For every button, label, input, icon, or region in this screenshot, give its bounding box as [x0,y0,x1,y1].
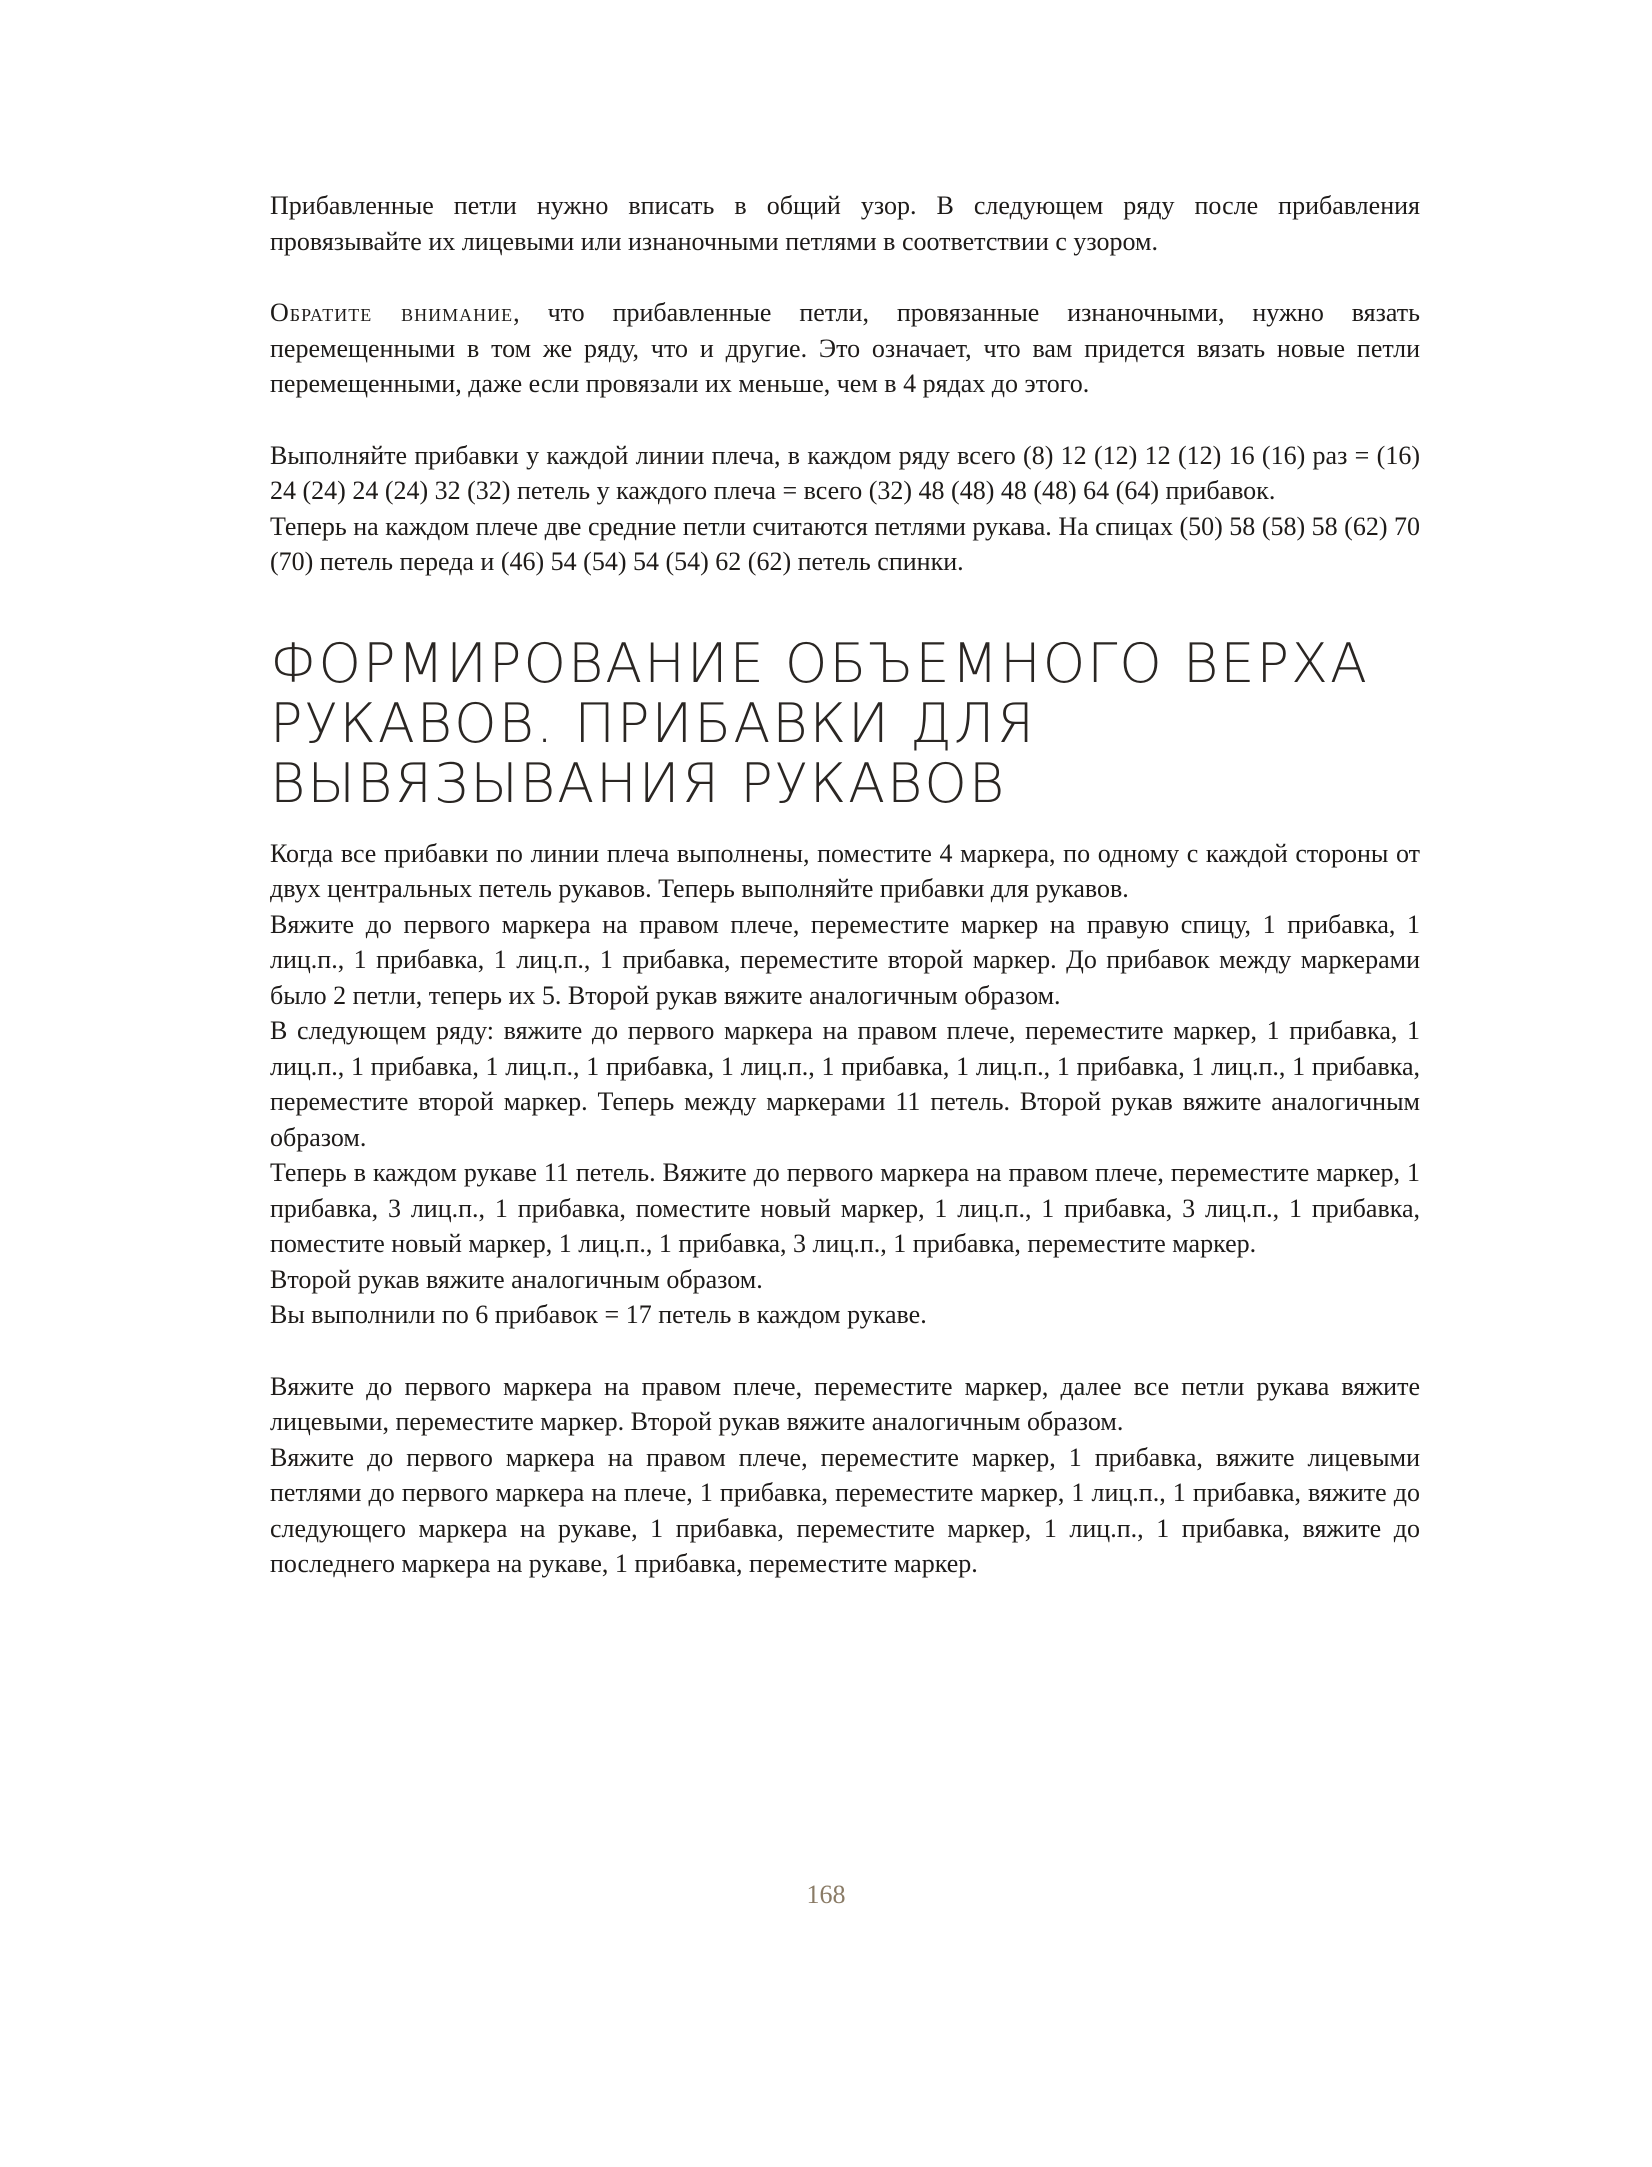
paragraph-six-increases: Вы выполнили по 6 прибавок = 17 петель в каждом рукаве. [270,1300,927,1329]
page-number: 168 [806,1880,846,1909]
paragraph-gap [270,259,1420,295]
paragraph-gap [270,1333,1420,1369]
paragraph-increase-row: Вяжите до первого маркера на правом плече, переместите маркер, 1 прибавка, вяжите лицевыми петлями до первого маркера на плече, 1 прибавка, переместите маркер, 1 лиц.п., 1 прибавка, вяжите до следующего маркера на рукаве, 1 прибавка, переместите маркер, 1 лиц.п., 1 прибавка, вяжите до последнего маркера на рукаве, 1 прибавка, переместите маркер. [270,1442,1420,1578]
paragraph-note [270,295,1420,402]
paragraph-second-sleeve: Второй рукав вяжите аналогичным образом. [270,1264,763,1294]
paragraph-stitch-counts: Теперь на каждом плече две средние петли считаются петлями рукава. На спицах (50) 58 (58) 58 (62) 70 (70) петель переда и (46) 54 (54) 54 (54) 62 (62) петель спинки. [270,511,1420,576]
paragraph-eleven-stitches: Теперь в каждом рукаве 11 петель. Вяжите до первого маркера на правом плече, переместите маркер, 1 прибавка, 3 лиц.п., 1 прибавка, поместите новый маркер, 1 лиц.п., 1 прибавка, 3 лиц.п., 1 прибавка, поместите новый маркер, 1 лиц.п., 1 прибавка, 3 лиц.п., 1 прибавка, переместите маркер. [270,1158,1420,1258]
paragraph-place-markers: Когда все прибавки по линии плеча выполнены, поместите 4 маркера, по одному с каждой стороны от двух центральных петель рукавов. Теперь выполняйте прибавки для рукавов. [270,838,1420,903]
paragraph-first-row: Вяжите до первого маркера на правом плече, переместите маркер на правую спицу, 1 прибавка, 1 лиц.п., 1 прибавка, 1 лиц.п., 1 прибавка, переместите второй маркер. До прибавок между маркерами было 2 петли, теперь их 5. Второй рукав вяжите аналогичным образом. [270,909,1420,1010]
paragraph-pattern-increases: Прибавленные петли нужно вписать в общий узор. В следующем ряду после прибавления провязывайте их лицевыми или изнаночными петлями в соответствии с узором. [270,191,1420,256]
paragraph-shoulder-increases: Выполняйте прибавки у каждой линии плеча, в каждом ряду всего (8) 12 (12) 12 (12) 16 (16) раз = (16) 24 (24) 24 (24) 32 (32) петель у каждого плеча = всего (32) 48 (48) 48 (48) 64 (64) прибавок. [270,440,1420,505]
paragraph-next-row: В следующем ряду: вяжите до первого маркера на правом плече, переместите маркер, 1 прибавка, 1 лиц.п., 1 прибавка, 1 лиц.п., 1 прибавка, 1 лиц.п., 1 прибавка, 1 лиц.п., 1 прибавка, 1 лиц.п., 1 прибавка, переместите второй маркер. Теперь между маркерами 11 петель. Второй рукав вяжите аналогичным образом. [270,1016,1420,1152]
section-heading: ФОРМИРОВАНИЕ ОБЪЕМНОГО ВЕРХА РУКАВОВ. ПРИБАВКИ ДЛЯ ВЫВЯЗЫВАНИЯ РУКАВОВ [270,631,1369,815]
section-heading-wrap [270,631,1420,815]
note-text: , что прибавленные петли, провязанные изнаночными, нужно вязать перемещенными в том же ряду, что и другие. Это означает, что вам придется вязать новые петли перемещенными, даже если провязали их меньше, чем в 4 рядах до этого. [270,298,1420,398]
page-content [270,188,1420,1582]
note-lead: Обратите внимание [270,298,514,327]
paragraph-knit-sleeve: Вяжите до первого маркера на правом плече, переместите маркер, далее все петли рукава вяжите лицевыми, переместите маркер. Второй рукав вяжите аналогичным образом. [270,1371,1420,1436]
paragraph-gap [270,402,1420,438]
